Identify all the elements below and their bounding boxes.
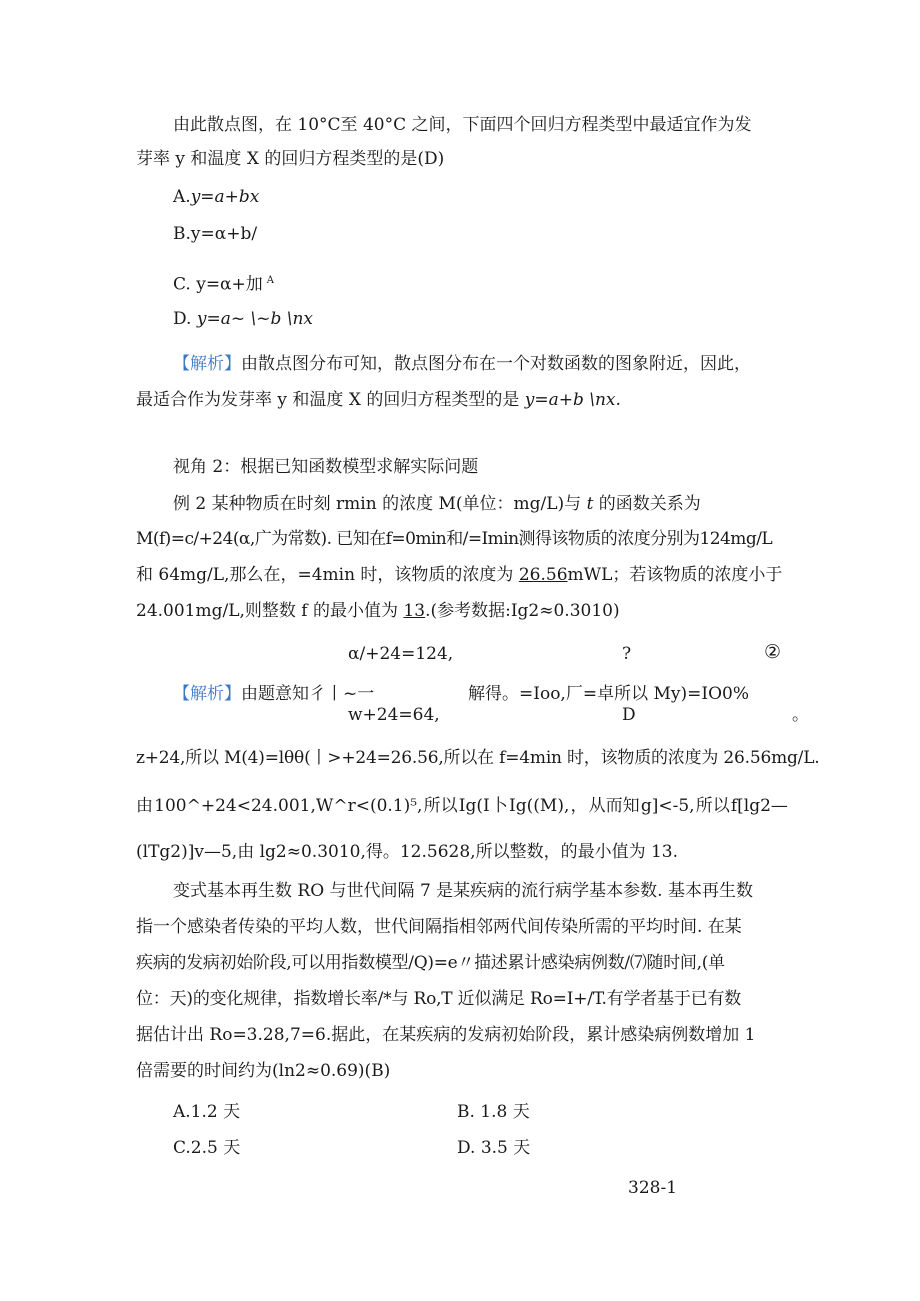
ex2-system-eq2: w+24=64, bbox=[348, 705, 440, 725]
ex2-line4: 24.001mg/L,则整数 f 的最小值为 13.(参考数据:Ig2≈0.3010) bbox=[136, 601, 620, 621]
q1-option-b: B.y=α+b/ bbox=[173, 224, 258, 244]
variant-line4: 位：天)的变化规律，指数增长率/*与 Ro,T 近似满足 Ro=I+/T.有学者基于已有数 bbox=[136, 989, 742, 1009]
ex2-circled-number: ② bbox=[764, 641, 782, 663]
ex2-system-eq1: α/+24=124, bbox=[348, 644, 454, 664]
variant-option-a: A.1.2 天 bbox=[173, 1102, 241, 1122]
variant-line6: 倍需要的时间约为(ln2≈0.69)(B) bbox=[136, 1061, 391, 1081]
variant-line2: 指一个感染者传染的平均人数，世代间隔指相邻两代间传染所需的平均时间. 在某 bbox=[136, 917, 742, 937]
ex2-line3: 和 64mg/L,那么在，=4min 时，该物质的浓度为 26.56mWL；若该物质的浓度小于 bbox=[136, 565, 783, 585]
ex2-question-mark: ? bbox=[622, 644, 632, 664]
variant-option-c: C.2.5 天 bbox=[173, 1138, 241, 1158]
page-number: 328-1 bbox=[628, 1178, 678, 1198]
q1-option-a: A.y=a+bx bbox=[173, 187, 260, 207]
ex2-reasoning-line3: (lTg2)]v—5,由 lg2≈0.3010,得。12.5628,所以整数，的最小值为 13. bbox=[136, 842, 679, 862]
ex2-line1: 例 2 某种物质在时刻 rmin 的浓度 M(单位：mg/L)与 t 的函数关系为 bbox=[173, 494, 701, 514]
ex2-analysis-dot: 。 bbox=[792, 705, 809, 725]
q1-analysis-line1: 【解析】由散点图分布可知，散点图分布在一个对数函数的图象附近，因此， bbox=[173, 354, 751, 374]
section-heading: 视角 2：根据已知函数模型求解实际问题 bbox=[173, 457, 479, 477]
variant-line1: 变式基本再生数 RO 与世代间隔 7 是某疾病的流行病学基本参数. 基本再生数 bbox=[173, 881, 753, 901]
analysis-tag: 【解析】 bbox=[173, 354, 241, 374]
ex2-analysis-start: 【解析】由题意知彳丨~一 bbox=[173, 684, 375, 704]
ex2-line2: M(f)=c/+24(α,广为常数). 已知在f=0min和/=Imin测得该物质的浓度分别为124mg/L bbox=[136, 529, 773, 549]
ex2-reasoning-line1: z+24,所以 M(4)=lθθ(丨>+24=26.56,所以在 f=4min 时，该物质的浓度为 26.56mg/L. bbox=[136, 748, 820, 768]
q1-stem-line1: 由此散点图，在 10°C至 40°C 之间，下面四个回归方程类型中最适宜作为发 bbox=[173, 115, 752, 135]
variant-option-b: B. 1.8 天 bbox=[457, 1102, 530, 1122]
answer-blank-1: 26.56 bbox=[518, 565, 568, 585]
ex2-fraction-d: D bbox=[622, 705, 636, 725]
answer-blank-2: 13 bbox=[403, 601, 426, 621]
variant-line3: 疾病的发病初始阶段,可以用指数模型/Q)=e〃描述累计感染病例数/⑺随时间,(单 bbox=[136, 953, 725, 973]
q1-option-c: C. y=α+加 $^A$ bbox=[173, 274, 275, 295]
analysis-tag: 【解析】 bbox=[173, 684, 241, 704]
variant-option-d: D. 3.5 天 bbox=[457, 1138, 531, 1158]
ex2-reasoning-line2: 由 100^+24<24.001,W^r<(0.1)⁵, 所以 Ig(I 卜 Ig((M), ， 从而知 g]<-5, 所以 f[lg2— bbox=[136, 796, 788, 816]
ex2-analysis-solve: 解得。=Ioo,厂=卓所以 My)=IO0% bbox=[468, 684, 749, 704]
q1-option-d: D. y=a~ \~b \nx bbox=[173, 309, 313, 329]
q1-stem-line2: 芽率 y 和温度 X 的回归方程类型的是(D) bbox=[136, 149, 445, 169]
q1-analysis-line2: 最适合作为发芽率 y 和温度 X 的回归方程类型的是 y=a+b \nx. bbox=[136, 390, 621, 410]
variant-line5: 据估计出 Ro=3.28,7=6.据此，在某疾病的发病初始阶段，累计感染病例数增加 1 bbox=[136, 1025, 756, 1045]
